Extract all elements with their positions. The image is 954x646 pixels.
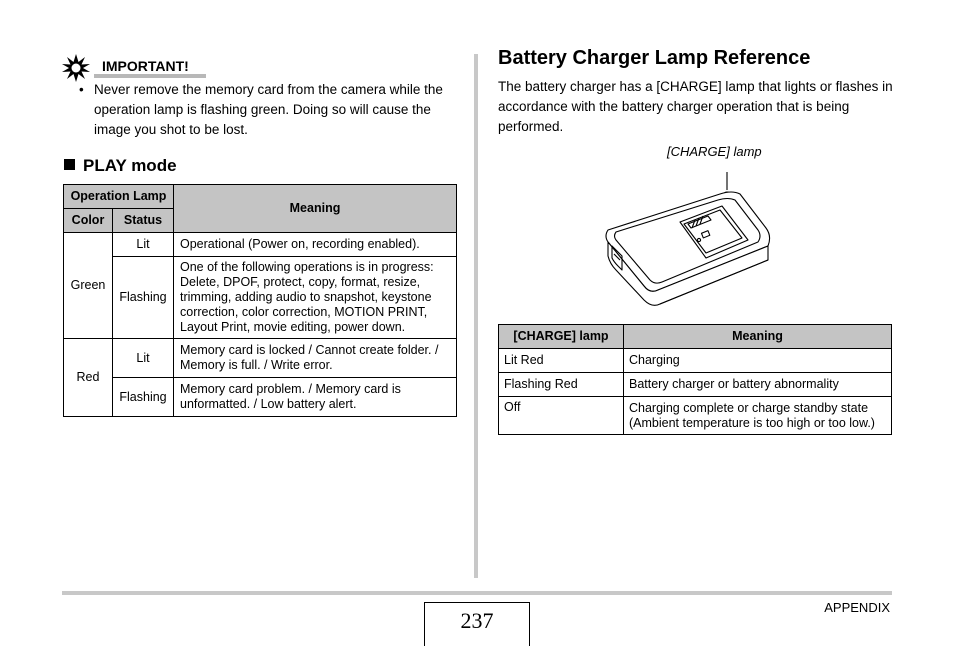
charge-lamp-table [498,324,892,435]
header-meaning: Meaning [624,325,892,349]
status-cell: Lit [113,233,174,257]
meaning-cell: Memory card problem. / Memory card is unformatted. / Low battery alert. [174,378,457,417]
lamp-cell: Lit Red [499,349,624,373]
table-row [64,257,457,339]
footer-rule [62,591,892,595]
page-number-box [424,602,530,646]
important-bullet [79,80,459,140]
important-label: IMPORTANT! [102,58,189,74]
header-operation-lamp: Operation Lamp [64,185,174,209]
status-cell: Flashing [113,378,174,417]
meaning-cell: Operational (Power on, recording enabled). [174,233,457,257]
page-number: 237 [460,608,494,633]
column-divider [474,54,478,578]
starburst-icon [62,54,90,82]
bullet-dot: • [79,82,84,97]
lamp-cell: Off [499,397,624,435]
color-cell: Red [64,339,113,417]
table-row [499,373,892,397]
play-mode-title: PLAY mode [83,156,177,175]
play-mode-table [63,184,457,417]
table-row [64,233,457,257]
important-underline [94,74,206,78]
meaning-cell: Memory card is locked / Cannot create folder. / Memory is full. / Write error. [174,339,457,378]
header-status: Status [113,209,174,233]
table-row [64,378,457,417]
play-mode-heading [64,156,177,176]
meaning-cell: Battery charger or battery abnormality [624,373,892,397]
table-row [64,339,457,378]
status-cell: Flashing [113,257,174,339]
battery-charger-illustration [600,160,780,312]
header-color: Color [64,209,113,233]
meaning-cell: Charging [624,349,892,373]
meaning-cell: Charging complete or charge standby state (Ambient temperature is too high or too low.) [624,397,892,435]
important-heading [62,54,206,80]
table-row [499,397,892,435]
header-charge-lamp: [CHARGE] lamp [499,325,624,349]
color-cell: Green [64,233,113,339]
square-bullet-icon [64,159,75,170]
status-cell: Lit [113,339,174,378]
section-title: Battery Charger Lamp Reference [498,47,811,69]
header-meaning: Meaning [174,185,457,233]
important-bullet-text: Never remove the memory card from the camera while the operation lamp is flashing green. Doing so will cause the image you shot to be lost. [94,82,443,137]
lamp-cell: Flashing Red [499,373,624,397]
table-row [499,349,892,373]
lamp-caption: [CHARGE] lamp [667,144,762,159]
footer-section-label: APPENDIX [824,600,890,615]
section-description: The battery charger has a [CHARGE] lamp that lights or flashes in accordance with the battery charger operation that is being performed. [498,79,893,134]
meaning-cell: One of the following operations is in progress: Delete, DPOF, protect, copy, format, resize, trimming, adding audio to snapshot, keystone correction, color correction, MOTION PRINT, Layout Print, movie editing, power down. [174,257,457,339]
